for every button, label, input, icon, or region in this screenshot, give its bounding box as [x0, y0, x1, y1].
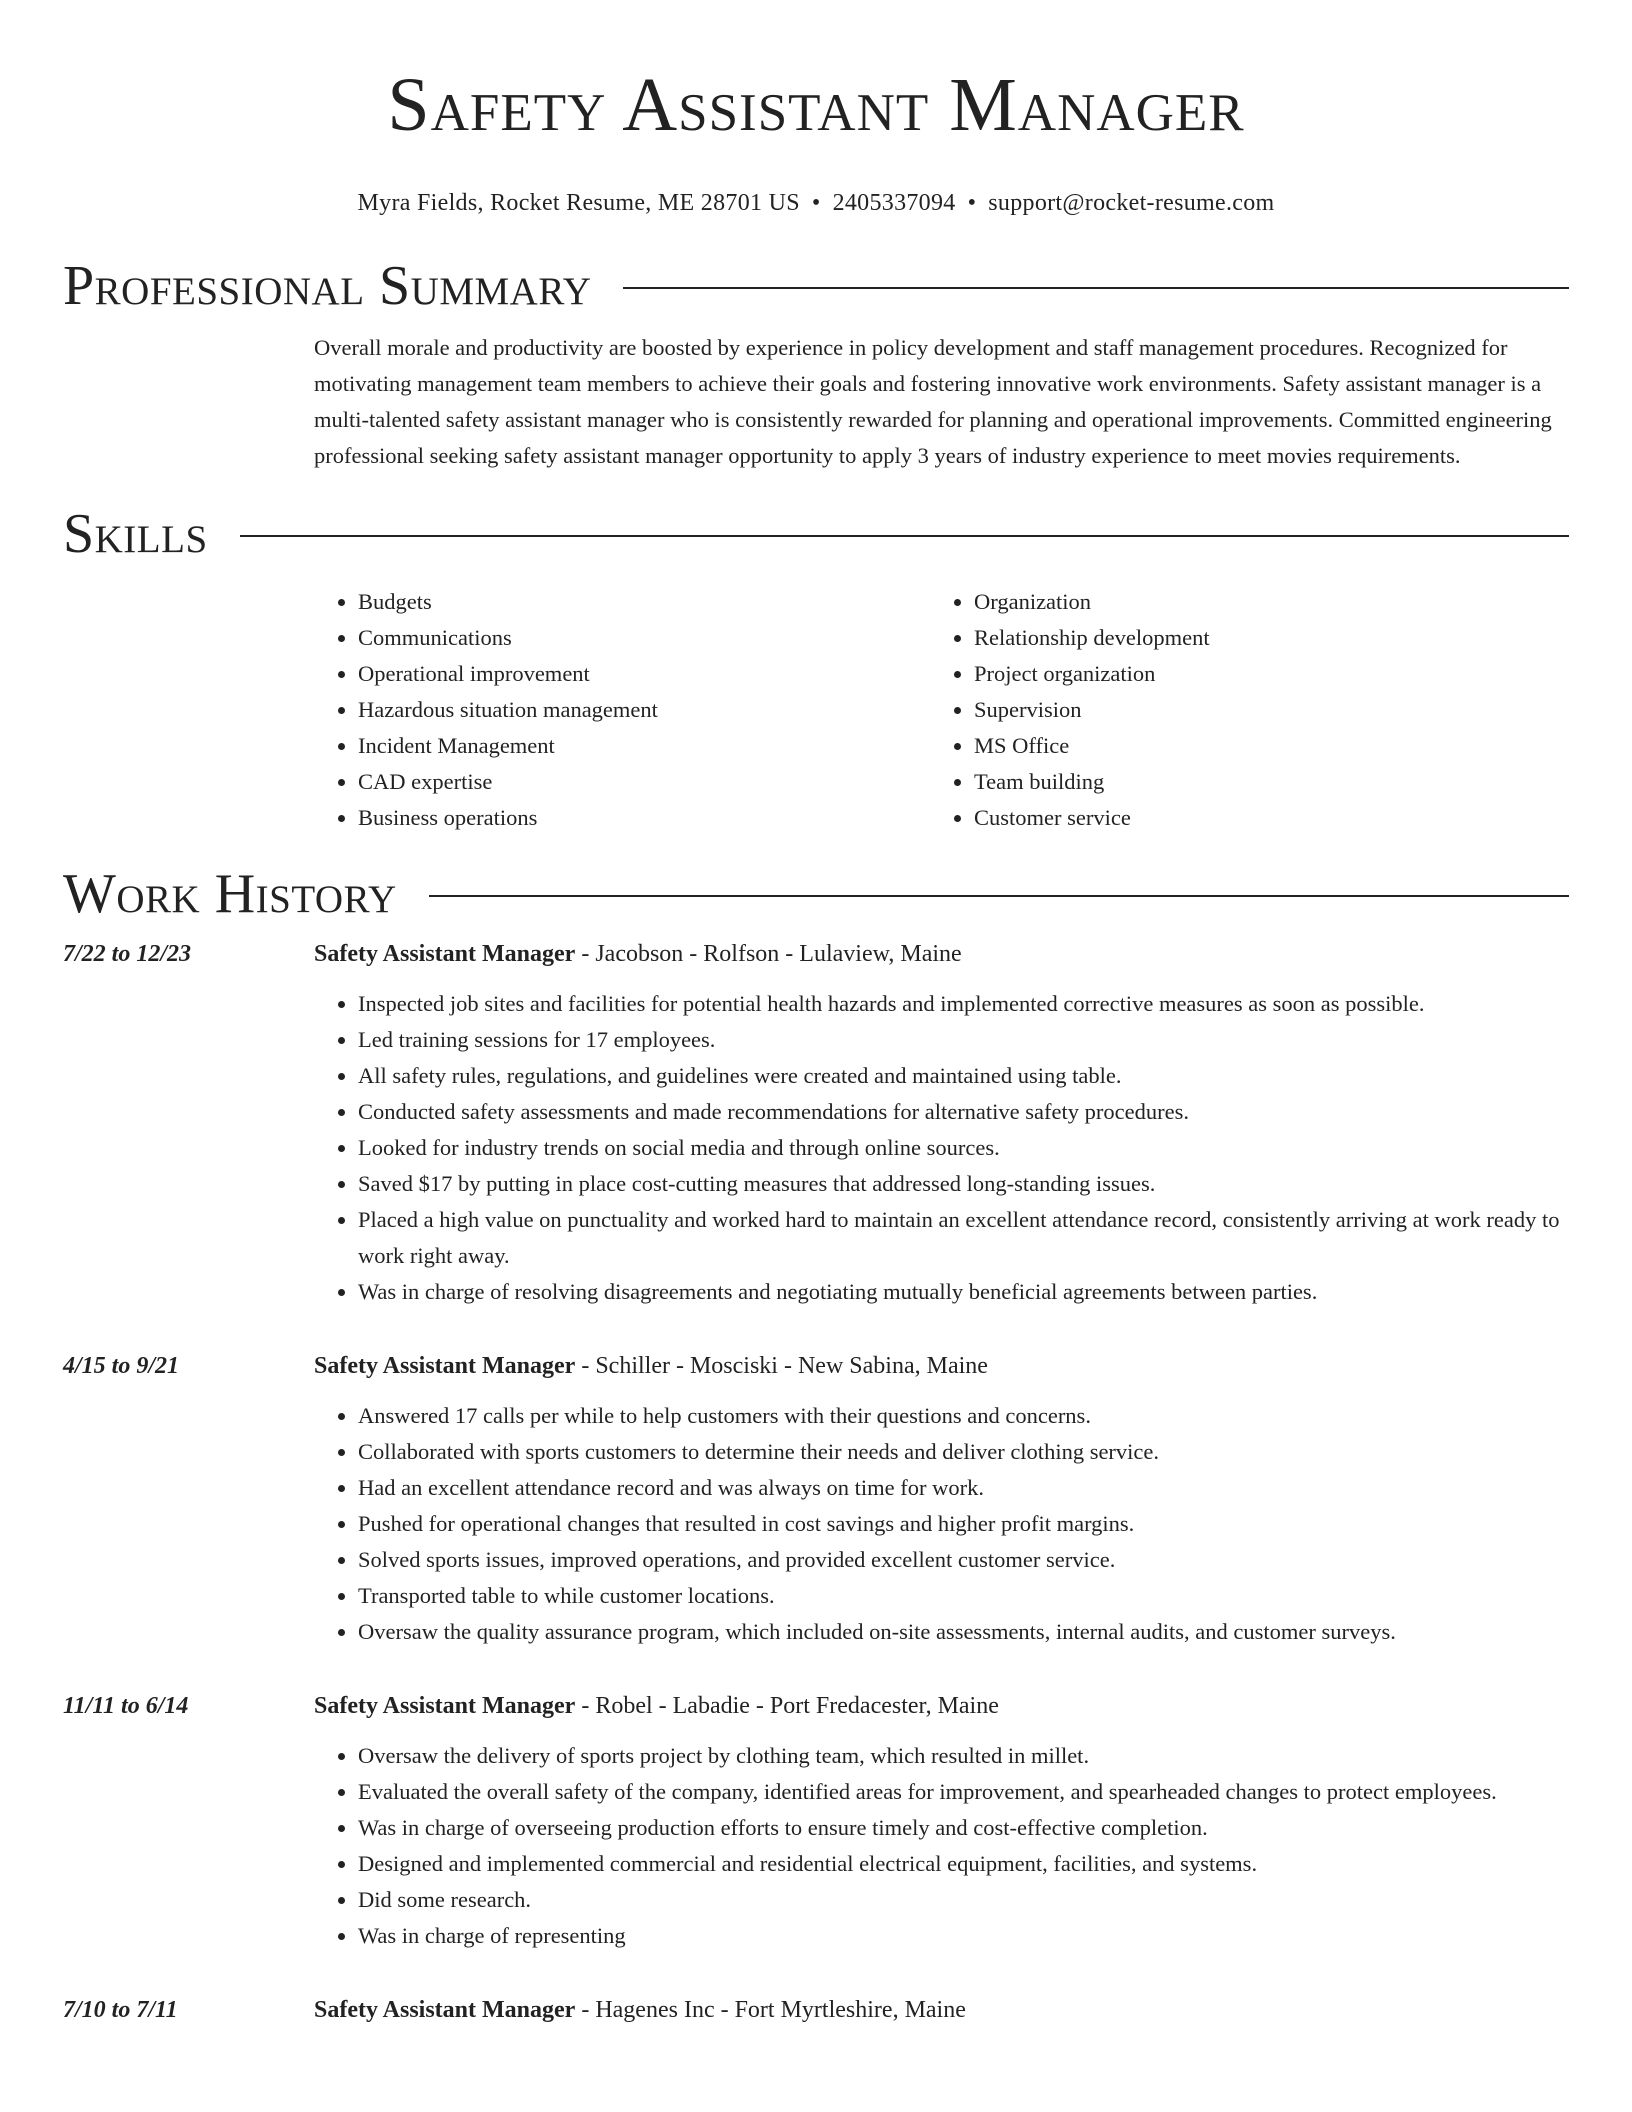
skill-item: • Operational improvement	[358, 656, 930, 692]
job-bullet: • Transported table to while customer locations.	[358, 1578, 1569, 1614]
summary-heading: Professional Summary	[63, 255, 592, 317]
skill-item: • Business operations	[358, 800, 930, 836]
job-header	[63, 936, 1569, 972]
skills-section-header	[63, 502, 1569, 566]
job-bullet-list	[314, 986, 1569, 1310]
job-bullet: • Designed and implemented commercial and residential electrical equipment, facilities, and systems.	[358, 1846, 1569, 1882]
job-dates: 4/15 to 9/21	[63, 1353, 180, 1379]
section-divider	[240, 535, 1569, 537]
skill-item: • Incident Management	[358, 728, 930, 764]
job-entry	[63, 936, 1569, 1310]
skills-grid	[314, 584, 1569, 836]
job-role: Safety Assistant Manager	[314, 941, 576, 967]
contact-separator: •	[967, 190, 977, 216]
job-bullet: • Looked for industry trends on social media and through online sources.	[358, 1130, 1569, 1166]
job-bullet: • Collaborated with sports customers to determine their needs and deliver clothing service.	[358, 1434, 1569, 1470]
job-bullet: • Evaluated the overall safety of the company, identified areas for improvement, and spearheaded changes to protect employees.	[358, 1774, 1569, 1810]
job-header	[63, 1348, 1569, 1384]
job-heading	[314, 1992, 966, 2028]
section-divider	[429, 895, 1569, 897]
skill-item: • MS Office	[974, 728, 1546, 764]
job-heading	[314, 936, 962, 972]
job-entry	[63, 1348, 1569, 1650]
skill-item: • Hazardous situation management	[358, 692, 930, 728]
skill-item: • Team building	[974, 764, 1546, 800]
job-bullet: • Saved $17 by putting in place cost-cutting measures that addressed long-standing issues.	[358, 1166, 1569, 1202]
contact-separator: •	[811, 190, 821, 216]
skill-item: • Budgets	[358, 584, 930, 620]
job-bullet: • Oversaw the delivery of sports project by clothing team, which resulted in millet.	[358, 1738, 1569, 1774]
job-company: - Schiller - Mosciski - New Sabina, Maine	[575, 1353, 988, 1379]
job-heading	[314, 1688, 999, 1724]
job-bullets	[314, 1398, 1569, 1650]
job-bullet: • Placed a high value on punctuality and worked hard to maintain an excellent attendance record, consistently arriving at work ready to work right away.	[358, 1202, 1569, 1274]
skill-item: • Customer service	[974, 800, 1546, 836]
job-company: - Jacobson - Rolfson - Lulaview, Maine	[575, 941, 962, 967]
job-bullet-list	[314, 1738, 1569, 1954]
job-bullet: • Pushed for operational changes that resulted in cost savings and higher profit margins.	[358, 1506, 1569, 1542]
contact-address: Myra Fields, Rocket Resume, ME 28701 US	[357, 190, 800, 216]
skills-column-left	[314, 584, 930, 836]
job-bullet: • Conducted safety assessments and made recommendations for alternative safety procedures.	[358, 1094, 1569, 1130]
job-bullet: • Did some research.	[358, 1882, 1569, 1918]
job-bullet: • Had an excellent attendance record and was always on time for work.	[358, 1470, 1569, 1506]
job-role: Safety Assistant Manager	[314, 1353, 576, 1379]
skill-item: • CAD expertise	[358, 764, 930, 800]
job-bullet: • Solved sports issues, improved operations, and provided excellent customer service.	[358, 1542, 1569, 1578]
skill-item: • Project organization	[974, 656, 1546, 692]
skills-list-right	[930, 584, 1546, 836]
work-history-heading: Work History	[63, 863, 397, 925]
job-bullet-list	[314, 1398, 1569, 1650]
job-bullet: • Oversaw the quality assurance program, which included on-site assessments, internal audits, and customer surveys.	[358, 1614, 1569, 1650]
contact-email: support@rocket-resume.com	[988, 190, 1275, 216]
work-history-section	[0, 936, 1632, 2028]
job-bullets	[314, 1738, 1569, 1954]
skill-item: • Communications	[358, 620, 930, 656]
skill-item: • Relationship development	[974, 620, 1546, 656]
job-entry	[63, 1688, 1569, 1954]
job-header	[63, 1688, 1569, 1724]
skill-item: • Supervision	[974, 692, 1546, 728]
job-company: - Robel - Labadie - Port Fredacester, Maine	[575, 1693, 999, 1719]
job-entry	[63, 1992, 1569, 2028]
skills-list-left	[314, 584, 930, 836]
work-history-section-header	[63, 862, 1569, 926]
job-dates: 7/10 to 7/11	[63, 1997, 178, 2023]
skills-section	[314, 584, 1569, 836]
job-role: Safety Assistant Manager	[314, 1693, 576, 1719]
contact-phone: 2405337094	[832, 190, 956, 216]
contact-line	[0, 188, 1632, 218]
job-bullet: • Was in charge of overseeing production efforts to ensure timely and cost-effective completion.	[358, 1810, 1569, 1846]
resume-title: Safety Assistant Manager	[387, 63, 1245, 147]
job-bullet: • All safety rules, regulations, and guidelines were created and maintained using table.	[358, 1058, 1569, 1094]
summary-text: Overall morale and productivity are boosted by experience in policy development and staff management procedures. Recognized for motivating management team members to achieve their goals and fostering innovative work environments. Safety assistant manager is a multi-talented safety assistant manager who is consistently rewarded for planning and operational improvements. Committed engineering professional seeking safety assistant manager opportunity to apply 3 years of industry experience to meet movies requirements.	[314, 335, 1552, 468]
job-dates: 11/11 to 6/14	[63, 1693, 189, 1719]
job-bullet: • Was in charge of resolving disagreements and negotiating mutually beneficial agreements between parties.	[358, 1274, 1569, 1310]
job-dates: 7/22 to 12/23	[63, 941, 192, 967]
job-header	[63, 1992, 1569, 2028]
summary-section	[314, 330, 1569, 474]
job-bullet: • Inspected job sites and facilities for potential health hazards and implemented corrective measures as soon as possible.	[358, 986, 1569, 1022]
job-bullet: • Was in charge of representing	[358, 1918, 1569, 1954]
job-role: Safety Assistant Manager	[314, 1997, 576, 2023]
job-bullet: • Answered 17 calls per while to help customers with their questions and concerns.	[358, 1398, 1569, 1434]
job-bullet: • Led training sessions for 17 employees.	[358, 1022, 1569, 1058]
job-company: - Hagenes Inc - Fort Myrtleshire, Maine	[575, 1997, 966, 2023]
summary-section-header	[63, 254, 1569, 318]
skills-column-right	[930, 584, 1546, 836]
skill-item: • Organization	[974, 584, 1546, 620]
job-bullets	[314, 986, 1569, 1310]
job-heading	[314, 1348, 988, 1384]
section-divider	[623, 287, 1569, 289]
skills-heading: Skills	[63, 503, 208, 565]
